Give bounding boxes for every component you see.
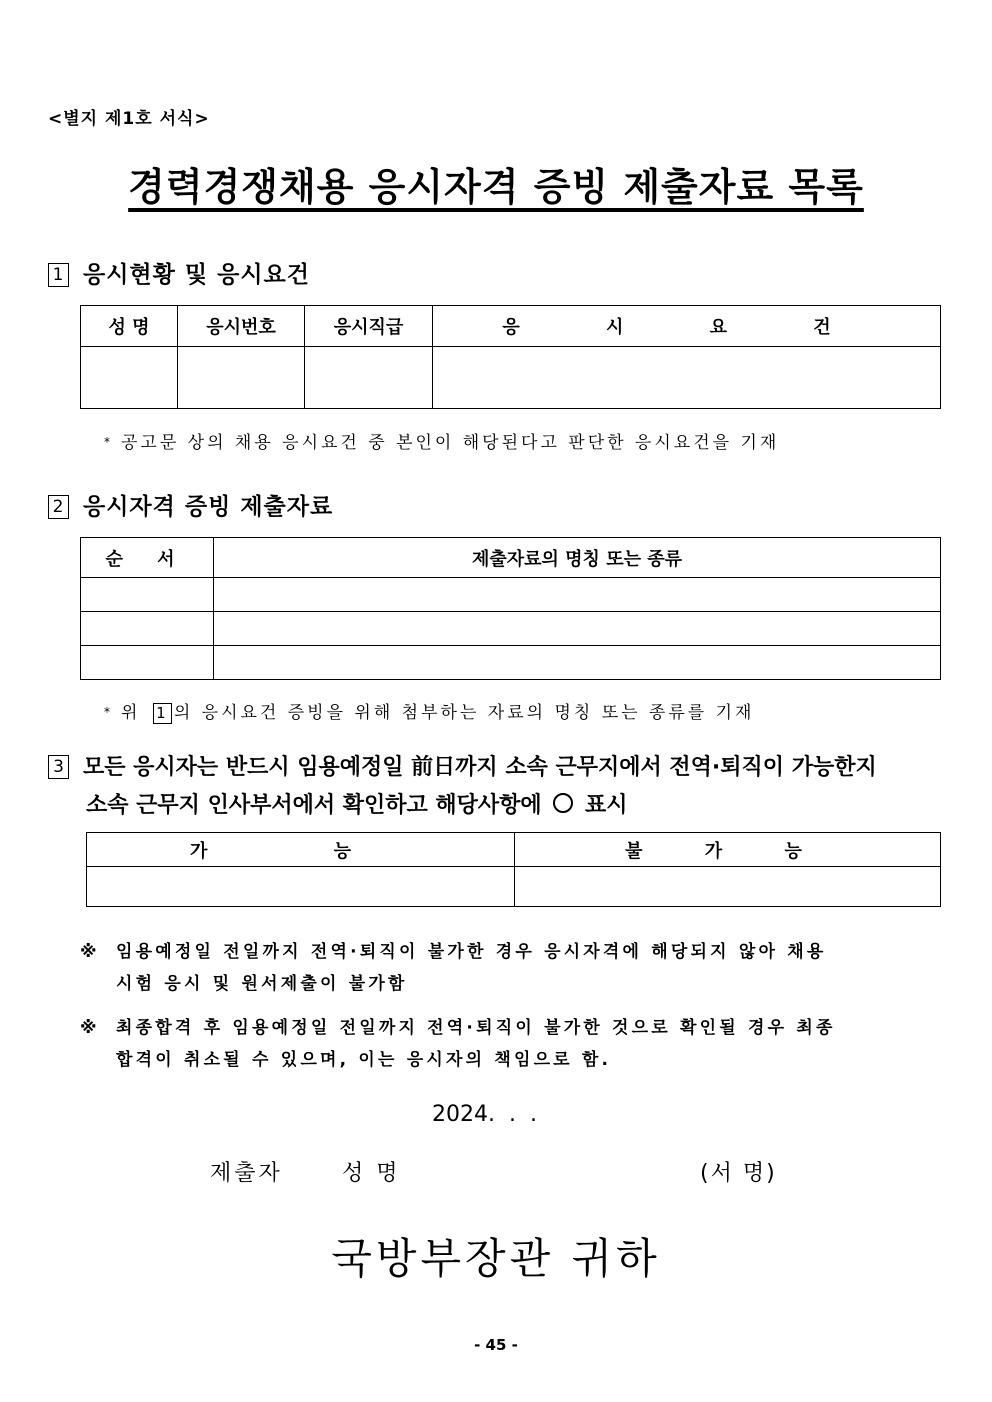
- page-number: - 45 -: [474, 1336, 518, 1354]
- section-ref-number: 1: [153, 703, 172, 724]
- warning-2: [80, 1012, 946, 1076]
- header-exam-number: 응시번호: [178, 306, 305, 347]
- signature-label: (서 명): [700, 1161, 777, 1186]
- name-input-cell[interactable]: [81, 347, 178, 409]
- application-status-table: [80, 305, 941, 409]
- submission-materials-table: [80, 537, 941, 680]
- header-possible: 가 능: [87, 833, 515, 867]
- warning-2-line-1: 최종합격 후 임용예정일 전일까지 전역·퇴직이 불가한 것으로 확인될 경우 최종: [116, 1018, 836, 1038]
- reference-mark-icon: ※: [80, 1018, 100, 1038]
- requirement-input-cell[interactable]: [433, 347, 941, 409]
- warning-1-line-1: 임용예정일 전일까지 전역·퇴직이 불가한 경우 응시자격에 해당되지 않아 채용: [116, 942, 827, 962]
- position-grade-input-cell[interactable]: [305, 347, 433, 409]
- section-2-note: * 위 1 의 응시요건 증빙을 위해 첨부하는 자료의 명칭 또는 종류를 기재: [104, 703, 755, 723]
- header-position-grade: 응시직급: [305, 306, 433, 347]
- warning-1: [80, 936, 946, 1000]
- document-title: 경력경쟁채용 응시자격 증빙 제출자료 목록: [128, 165, 864, 209]
- section-2-number: 2: [48, 495, 69, 519]
- impossible-mark-cell[interactable]: [515, 867, 941, 907]
- submission-date: 2024. . .: [432, 1102, 537, 1127]
- section-3-heading-line-2: 소속 근무지 인사부서에서 확인하고 해당사항에 표시: [86, 793, 628, 818]
- form-label: <별지 제1호 서식>: [48, 109, 210, 129]
- material-cell-1[interactable]: [214, 578, 941, 612]
- order-cell-1[interactable]: [81, 578, 214, 612]
- warning-1-line-2: 시험 응시 및 원서제출이 불가함: [116, 974, 408, 994]
- discharge-availability-table: [86, 832, 941, 907]
- warning-2-line-2: 합격이 취소될 수 있으며, 이는 응시자의 책임으로 함.: [116, 1050, 612, 1070]
- header-impossible: 불 가 능: [515, 833, 941, 867]
- header-material-name: 제출자료의 명칭 또는 종류: [214, 538, 941, 578]
- section-3-heading-line-1: 3 모든 응시자는 반드시 임용예정일 前日까지 소속 근무지에서 전역·퇴직이 가능한지: [48, 750, 877, 781]
- section-1-heading: 1 응시현황 및 응시요건: [48, 256, 310, 289]
- possible-mark-cell[interactable]: [87, 867, 515, 907]
- material-cell-3[interactable]: [214, 646, 941, 680]
- section-1-number: 1: [48, 263, 69, 287]
- addressee: 국방부장관 귀하: [331, 1234, 661, 1283]
- asterisk-icon: *: [104, 435, 113, 449]
- order-cell-3[interactable]: [81, 646, 214, 680]
- submitter-label: 제출자: [210, 1161, 283, 1186]
- section-2-heading: 2 응시자격 증빙 제출자료: [48, 488, 333, 521]
- section-1-note: * 공고문 상의 채용 응시요건 중 본인이 해당된다고 판단한 응시요건을 기재: [104, 433, 780, 453]
- reference-mark-icon: ※: [80, 942, 100, 962]
- section-3-number: 3: [48, 755, 69, 779]
- submitter-name-label: 성 명: [342, 1161, 401, 1186]
- exam-number-input-cell[interactable]: [178, 347, 305, 409]
- circle-mark-icon: [553, 793, 573, 813]
- header-name: 성 명: [81, 306, 178, 347]
- header-order: 순 서: [81, 538, 214, 578]
- asterisk-icon: *: [104, 705, 113, 719]
- order-cell-2[interactable]: [81, 612, 214, 646]
- header-requirement: 응 시 요 건: [433, 306, 941, 347]
- material-cell-2[interactable]: [214, 612, 941, 646]
